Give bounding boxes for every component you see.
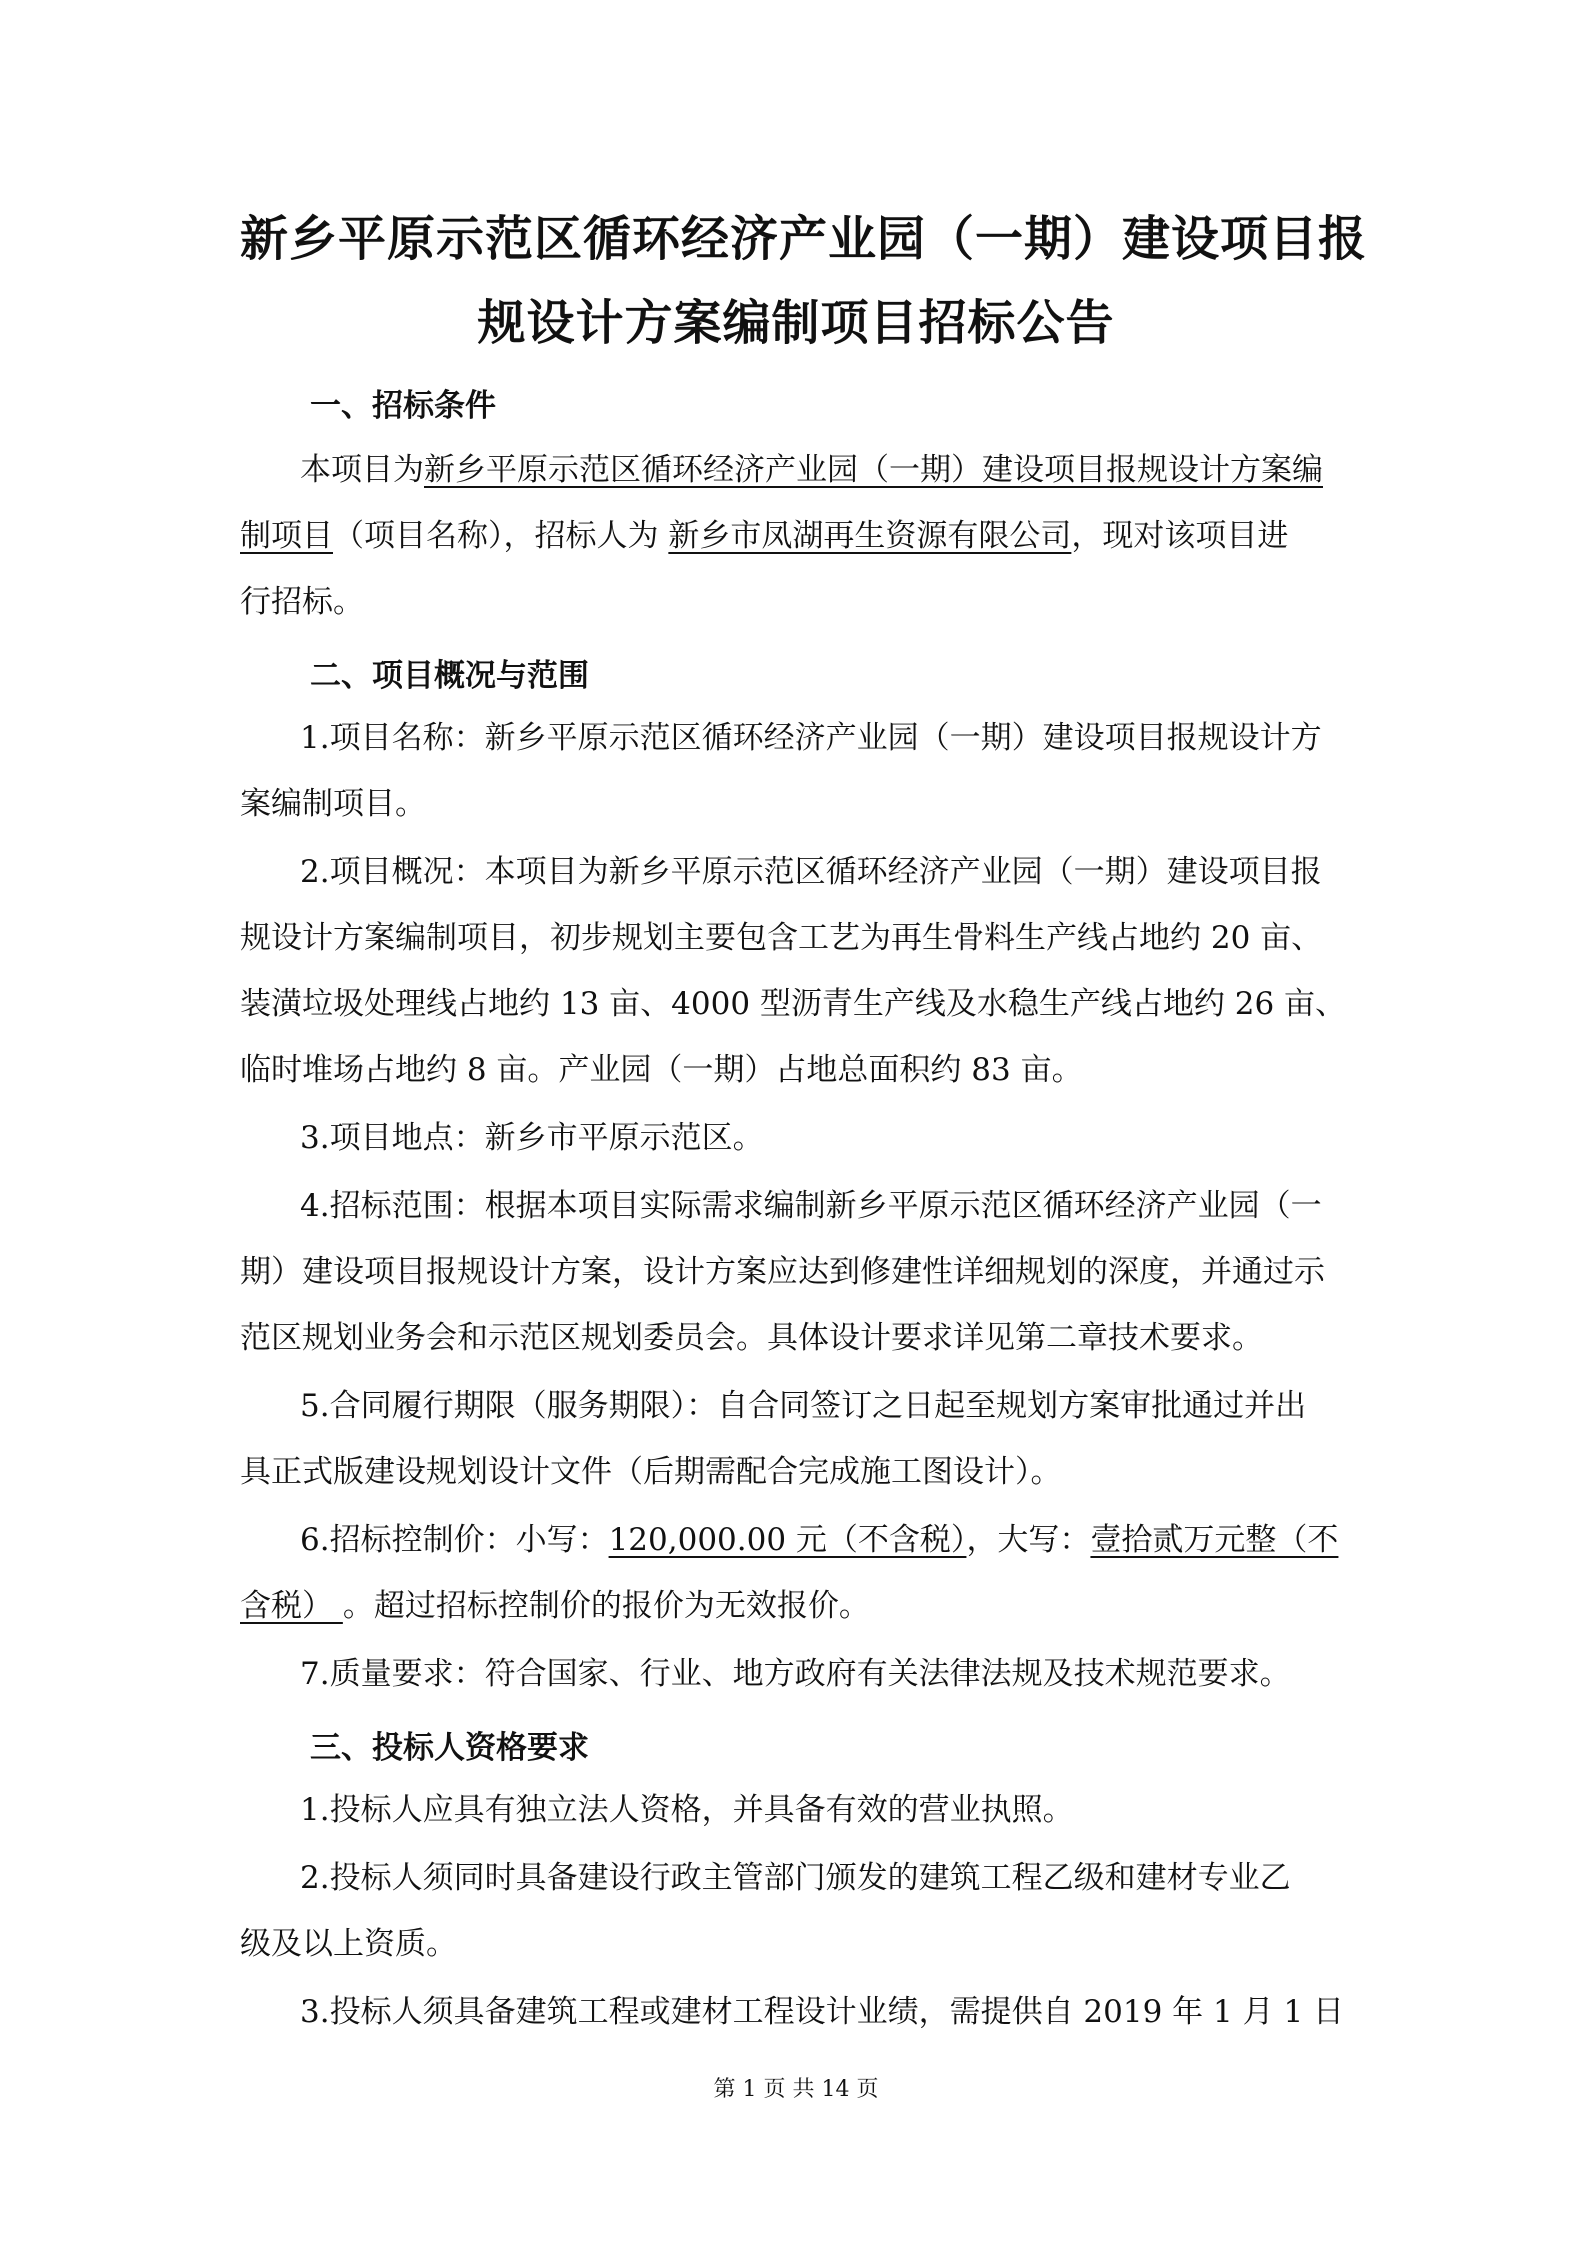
price-figure-underlined: 120,000.00 元（不含税） [608,1522,967,1558]
section-3-heading: 三、投标人资格要求 [310,1730,589,1766]
section-2-heading: 二、项目概况与范围 [310,658,589,694]
project-name-underlined: 新乡平原示范区循环经济产业园（一期）建设项目报规设计方案编 [424,452,1323,488]
section-1-heading: 一、招标条件 [310,388,496,424]
section-1-line-1: 本项目为新乡平原示范区循环经济产业园（一期）建设项目报规设计方案编 [300,452,1323,488]
page-footer: 第 1 页 共 14 页 [713,2077,879,2102]
item-4-line-2: 期）建设项目报规设计方案，设计方案应达到修建性详细规划的深度，并通过示 [240,1254,1325,1290]
price-words-underlined: 壹拾贰万元整（不 [1090,1522,1339,1558]
item-2-line-3: 装潢垃圾处理线占地约 13 亩、4000 型沥青生产线及水稳生产线占地约 26 亩、 [240,986,1347,1022]
item-7-line: 7.质量要求：符合国家、行业、地方政府有关法律法规及技术规范要求。 [300,1656,1291,1692]
item-1-line-2: 案编制项目。 [240,786,426,822]
title-line-1: 新乡平原示范区循环经济产业园（一期）建设项目报 [240,211,1368,267]
document-page [240,0,1368,2245]
section-1-line-2: 制项目（项目名称），招标人为 新乡市凤湖再生资源有限公司，现对该项目进 [240,518,1289,554]
item-2-line-2: 规设计方案编制项目，初步规划主要包含工艺为再生骨料生产线占地约 20 亩、 [240,920,1323,956]
qual-2-line-1: 2.投标人须同时具备建设行政主管部门颁发的建筑工程乙级和建材专业乙 [300,1860,1291,1896]
item-2-line-4: 临时堆场占地约 8 亩。产业园（一期）占地总面积约 83 亩。 [240,1052,1083,1088]
item-2-line-1: 2.项目概况：本项目为新乡平原示范区循环经济产业园（一期）建设项目报 [300,854,1322,890]
item-1-line-1: 1.项目名称：新乡平原示范区循环经济产业园（一期）建设项目报规设计方 [300,720,1322,756]
item-6-line-2: 含税） 。超过招标控制价的报价为无效报价。 [240,1588,870,1624]
tenderer-name-underlined: 新乡市凤湖再生资源有限公司 [668,518,1072,554]
item-4-line-1: 4.招标范围：根据本项目实际需求编制新乡平原示范区循环经济产业园（一 [300,1188,1322,1224]
section-1-line-3: 行招标。 [240,584,364,620]
title-line-2: 规设计方案编制项目招标公告 [477,295,1115,351]
item-3-line: 3.项目地点：新乡市平原示范区。 [300,1120,764,1156]
item-6-line-1: 6.招标控制价：小写：120,000.00 元（不含税），大写：壹拾贰万元整（不 [300,1522,1339,1558]
qual-3-line-1: 3.投标人须具备建筑工程或建材工程设计业绩，需提供自 2019 年 1 月 1 日 [300,1994,1345,2030]
qual-2-line-2: 级及以上资质。 [240,1926,457,1962]
item-4-line-3: 范区规划业务会和示范区规划委员会。具体设计要求详见第二章技术要求。 [240,1320,1263,1356]
qual-1-line: 1.投标人应具有独立法人资格，并具备有效的营业执照。 [300,1792,1074,1828]
item-5-line-1: 5.合同履行期限（服务期限）：自合同签订之日起至规划方案审批通过并出 [300,1388,1307,1424]
item-5-line-2: 具正式版建设规划设计文件（后期需配合完成施工图设计）。 [240,1454,1062,1490]
